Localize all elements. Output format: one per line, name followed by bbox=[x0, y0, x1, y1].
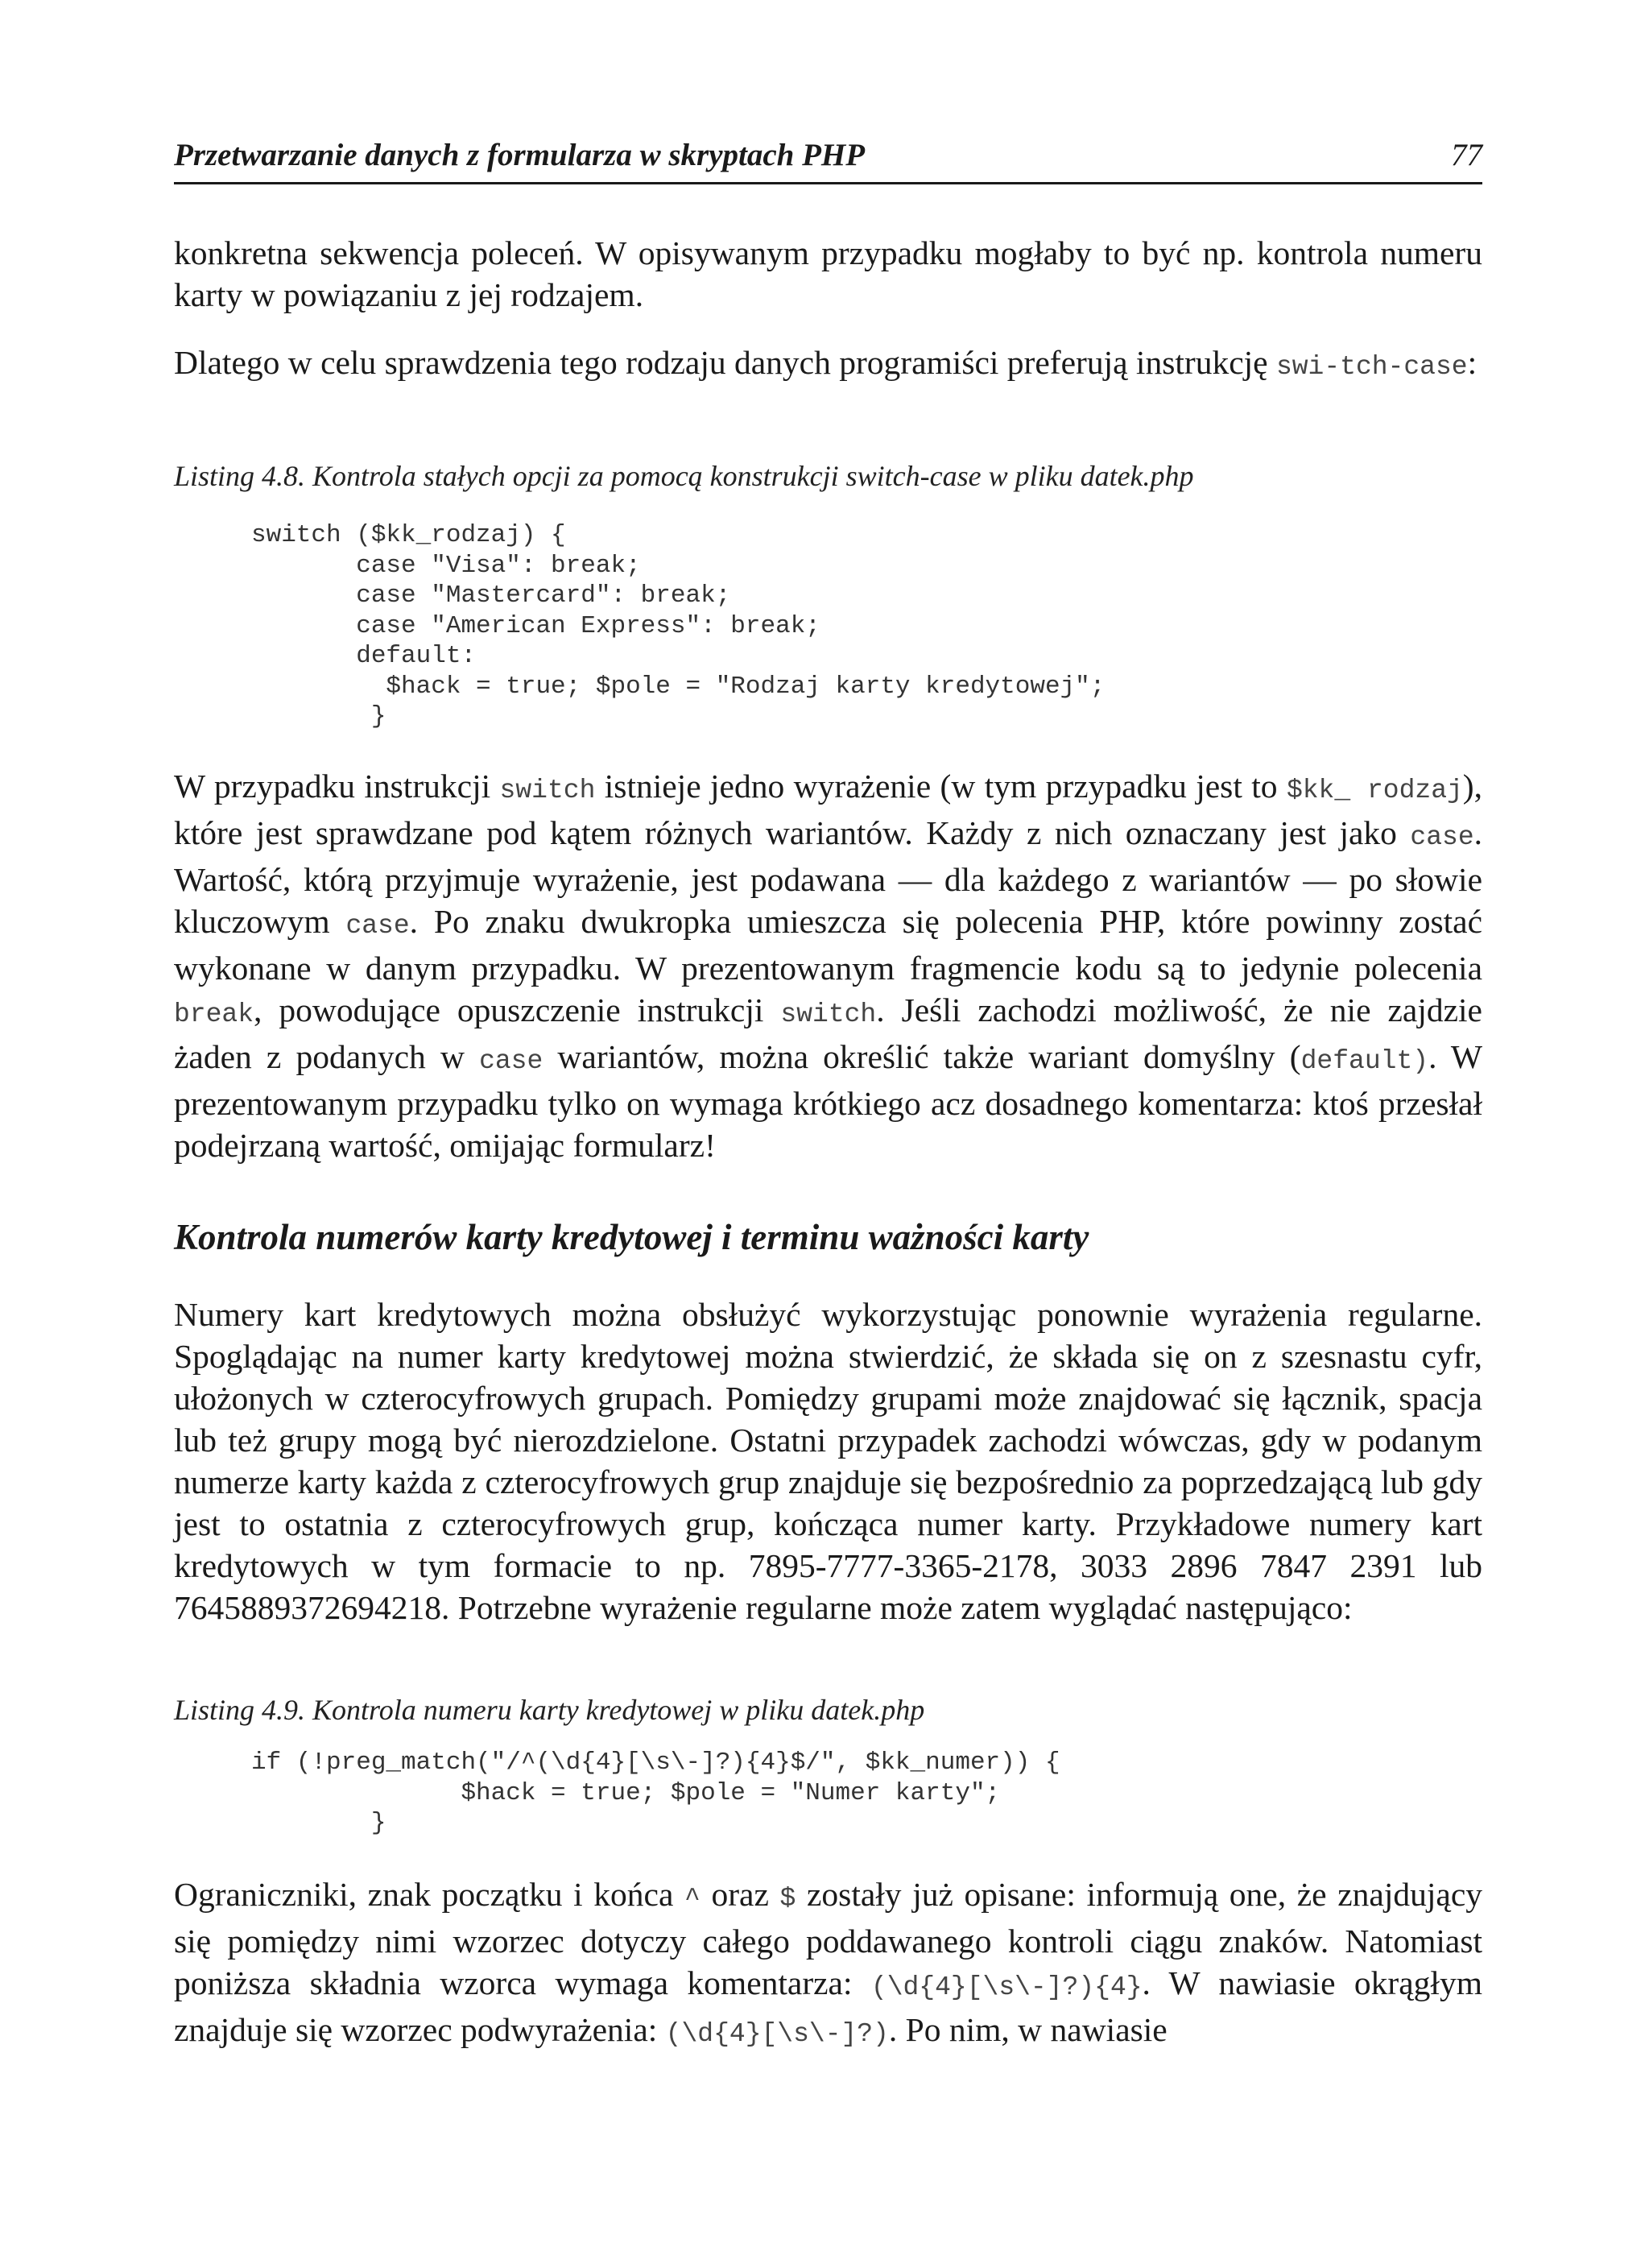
text-run: . W nawiasie okrągłym znajduje się wzorzec podwyrażenia: bbox=[174, 1964, 1482, 2048]
paragraph-3 bbox=[174, 765, 1482, 1166]
inline-code: switch bbox=[780, 999, 877, 1029]
text-run: ), które jest sprawdzane pod kątem różnych wariantów. Każdy z nich oznaczany jest jako bbox=[174, 768, 1482, 851]
inline-code: $ bbox=[779, 1884, 796, 1914]
paragraph-4 bbox=[174, 1293, 1482, 1629]
running-header bbox=[174, 137, 1482, 173]
page-number: 77 bbox=[1451, 138, 1482, 172]
chapter-title: Przetwarzanie danych z formularza w skryptach PHP bbox=[174, 138, 866, 172]
text-run: Ograniczniki, znak początku i końca bbox=[174, 1876, 685, 1913]
inline-code: (\d{4}[\s\-]?){4} bbox=[870, 1972, 1143, 2002]
inline-code: $kk_ rodzaj bbox=[1286, 776, 1463, 805]
paragraph-1-text: konkretna sekwencja poleceń. W opisywanym przypadku mogłaby to być np. kontrola numeru karty w powiązaniu z jej rodzajem. bbox=[174, 234, 1482, 313]
listing-4-9-code: if (!preg_match("/^(\d{4}[\s\-]?){4}$/", $kk_numer)) { $hack = true; $pole = "Numer karty"; } bbox=[251, 1749, 1060, 1837]
listing-4-9-caption: Listing 4.9. Kontrola numeru karty kredytowej w pliku datek.php bbox=[174, 1694, 925, 1726]
text-run: istnieje jedno wyrażenie (w tym przypadku jest to bbox=[595, 768, 1287, 805]
paragraph-2 bbox=[174, 341, 1482, 388]
paragraph-2-text: Dlatego w celu sprawdzenia tego rodzaju danych programiści preferują instrukcję bbox=[174, 344, 1276, 381]
paragraph-5 bbox=[174, 1873, 1482, 2055]
section-subheading: Kontrola numerów karty kredytowej i terminu ważności karty bbox=[174, 1217, 1089, 1257]
text-run: zostały już opisane: informują one, że znajdujący się pomiędzy nimi wzorzec dotyczy całego poddawanego kontroli ciągu znaków. Natomiast poniższa składnia wzorca wymaga komentarza: bbox=[174, 1876, 1482, 2001]
paragraph-4-text: Numery kart kredytowych można obsłużyć wykorzystując ponownie wyrażenia regularne. Spoglądając na numer karty kredytowej można stwierdzić, że składa się on z szesnastu cyfr, ułożonych w czterocyfrowych grupach. Pomiędzy grupami może znajdować się łącznik, spacja lub też grupy mogą być nierozdzielone. Ostatni przypadek zachodzi wówczas, gdy w podanym numerze karty każda z czterocyfrowych grup znajduje się bezpośrednio za poprzedzającą lub gdy jest to ostatnia z czterocyfrowych grup, kończąca numer karty. Przykładowe numery kart kredytowych w tym formacie to np. 7895-7777-3365-2178, 3033 2896 7847 2391 lub 7645889372694218. Potrzebne wyrażenie regularne może zatem wyglądać następująco: bbox=[174, 1296, 1482, 1626]
text-run: . Wartość, którą przyjmuje wyrażenie, jest podawana — dla każdego z wariantów — po słowie kluczowym bbox=[174, 814, 1482, 940]
inline-code: case bbox=[479, 1046, 543, 1076]
inline-code: switch bbox=[499, 776, 596, 805]
text-run: W przypadku instrukcji bbox=[174, 768, 500, 805]
listing-4-8-caption: Listing 4.8. Kontrola stałych opcji za pomocą konstrukcji switch-case w pliku datek.php bbox=[174, 460, 1194, 492]
paragraph-1 bbox=[174, 232, 1482, 316]
text-run: wariantów, można określić także wariant domyślny ( bbox=[543, 1038, 1301, 1075]
text-run: , powodujące opuszczenie instrukcji bbox=[254, 991, 781, 1028]
inline-code: case bbox=[1410, 822, 1474, 852]
text-run: . Jeśli zachodzi możliwość, że nie zajdzie żaden z podanych w bbox=[174, 991, 1482, 1075]
header-rule bbox=[174, 182, 1482, 184]
inline-code: ^ bbox=[684, 1884, 701, 1914]
paragraph-2-tail: : bbox=[1467, 344, 1477, 381]
inline-code: default) bbox=[1300, 1046, 1429, 1076]
inline-code: (\d{4}[\s\-]?) bbox=[665, 2019, 889, 2049]
text-run: . Po znaku dwukropka umieszcza się polecenia PHP, które powinny zostać wykonane w danym przypadku. W prezentowanym fragmencie kodu są to jedynie polecenia bbox=[174, 903, 1482, 987]
listing-4-8-code: switch ($kk_rodzaj) { case "Visa": break; case "Mastercard": break; case "American Express": break; default: $hack = true; $pole = "Rodzaj karty kredytowej"; } bbox=[251, 521, 1106, 730]
inline-code: case bbox=[345, 911, 410, 941]
text-run: oraz bbox=[700, 1876, 780, 1913]
text-run: . Po nim, w nawiasie bbox=[888, 2011, 1168, 2048]
inline-code: swi-tch-case bbox=[1275, 352, 1468, 382]
text-run: . W prezentowanym przypadku tylko on wymaga krótkiego acz dosadnego komentarza: ktoś przesłał podejrzaną wartość, omijając formularz! bbox=[174, 1038, 1482, 1164]
inline-code: break bbox=[174, 999, 254, 1029]
